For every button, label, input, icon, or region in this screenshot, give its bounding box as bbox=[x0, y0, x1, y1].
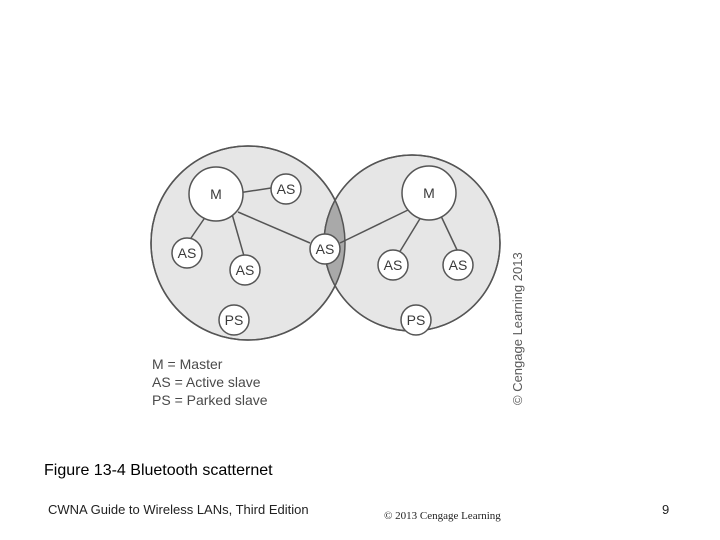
footer-book-title: CWNA Guide to Wireless LANs, Third Edition bbox=[48, 502, 309, 517]
svg-text:AS: AS bbox=[315, 241, 335, 257]
svg-text:AS: AS bbox=[383, 257, 403, 273]
left-master-node bbox=[189, 167, 243, 221]
left-master-label: M bbox=[210, 186, 222, 202]
svg-text:PS: PS bbox=[224, 312, 244, 328]
right-active-slave-node-right bbox=[443, 250, 473, 280]
page-number: 9 bbox=[662, 502, 670, 517]
legend-master: M = Master bbox=[152, 356, 223, 372]
right-master-node bbox=[402, 166, 456, 220]
right-parked-slave-node bbox=[401, 305, 431, 335]
svg-text:AS: AS bbox=[177, 245, 197, 261]
left-active-slave-node-left bbox=[172, 238, 202, 268]
footer-copyright: © 2013 Cengage Learning bbox=[384, 510, 501, 522]
left-active-slave-node-bottom bbox=[230, 255, 260, 285]
legend-parked-slave: PS = Parked slave bbox=[152, 392, 268, 408]
shared-active-slave-node bbox=[310, 234, 340, 264]
legend-active-slave: AS = Active slave bbox=[152, 374, 261, 390]
right-master-label: M bbox=[423, 185, 435, 201]
left-parked-slave-node bbox=[219, 305, 249, 335]
legend bbox=[152, 356, 268, 408]
figure-caption: Figure 13-4 Bluetooth scatternet bbox=[44, 462, 273, 479]
svg-text:AS: AS bbox=[448, 257, 468, 273]
right-active-slave-node-left bbox=[378, 250, 408, 280]
svg-text:AS: AS bbox=[276, 181, 296, 197]
figure-credit: © Cengage Learning 2013 bbox=[510, 252, 525, 405]
left-active-slave-node-top bbox=[271, 174, 301, 204]
svg-text:AS: AS bbox=[235, 262, 255, 278]
svg-text:PS: PS bbox=[406, 312, 426, 328]
